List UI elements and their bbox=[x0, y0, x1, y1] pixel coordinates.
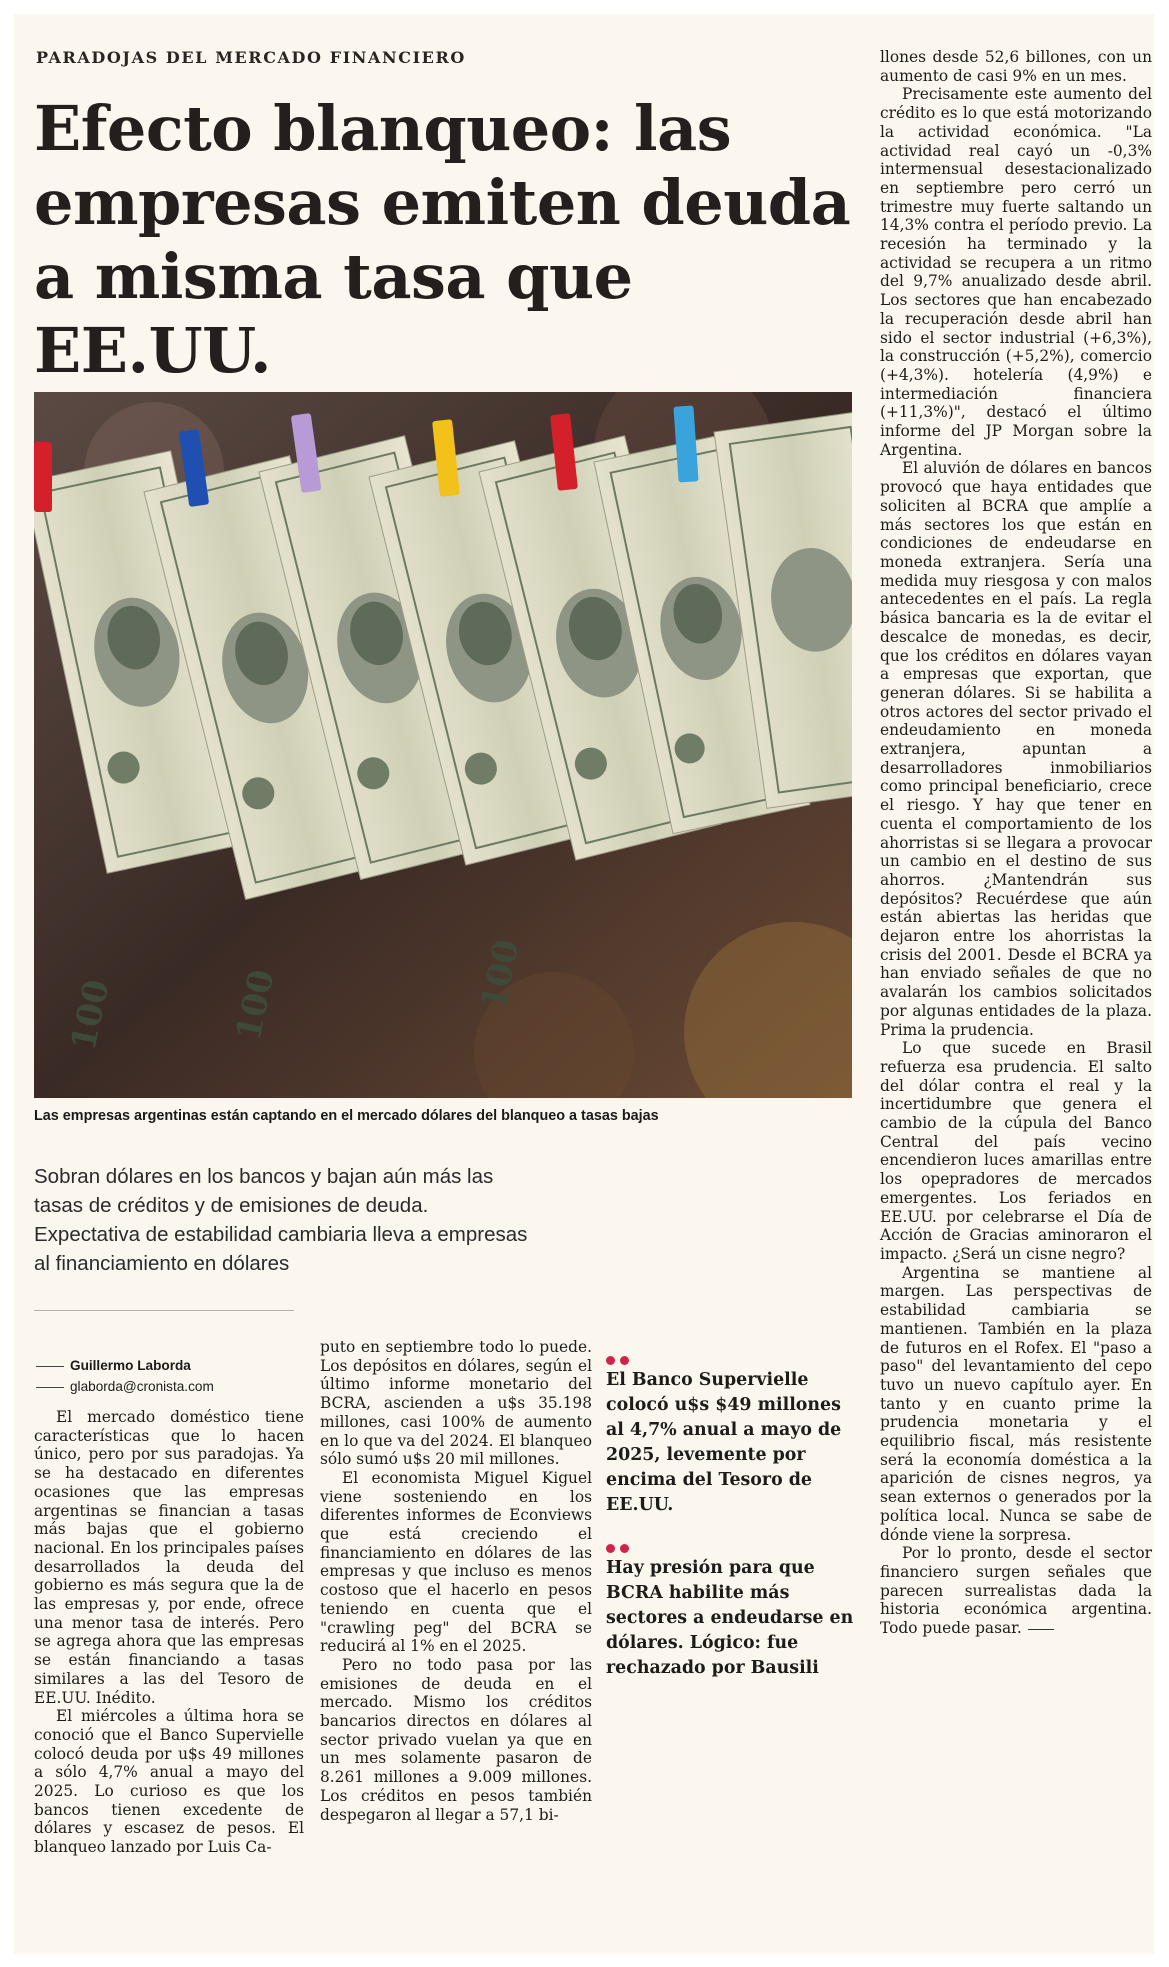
body-column-3 bbox=[880, 48, 1152, 1638]
divider bbox=[34, 1310, 294, 1311]
pullquote: Hay presión para que BCRA habilite más sectores a endeudarse en dólares. Lógico: fue rechazado por Bausili bbox=[606, 1558, 854, 1678]
banknote-denomination: 100 bbox=[473, 936, 528, 1014]
author-email[interactable]: glaborda@cronista.com bbox=[70, 1379, 214, 1394]
body-paragraph: El miércoles a última hora se conoció que el Banco Supervielle colocó deuda por u$s 49 millones a sólo 4,7% anual a mayo del 2025. Lo curioso es que los bancos tienen excedente de dólares y escasez de pesos. El blanqueo lanzado por Luis Ca- bbox=[34, 1707, 304, 1857]
bullet-dot-icon bbox=[606, 1356, 615, 1365]
bullet-dot-icon bbox=[606, 1544, 615, 1553]
pullquote: El Banco Supervielle colocó u$s $49 millones al 4,7% anual a mayo de 2025, levemente por encima del Tesoro de EE.UU. bbox=[606, 1370, 842, 1515]
body-column-2 bbox=[320, 1338, 592, 1824]
body-paragraph: Pero no todo pasa por las emisiones de deuda en el mercado. Mismo los créditos bancarios directos en dólares al sector privado vuelan ya que en un mes solamente pasaron de 8.261 millones a 9.009 millones. Los créditos en pesos también despegaron al llegar a 57,1 bi- bbox=[320, 1655, 592, 1824]
bullet-dot-icon bbox=[620, 1544, 629, 1553]
newspaper-page bbox=[14, 14, 1154, 1954]
section-label: PARADOJAS DEL MERCADO FINANCIERO bbox=[36, 48, 466, 67]
closing-text: Por lo pronto, desde el sector financiero surgen señales que parecen surrealistas dada la historia económica argentina. Todo puede pasar. bbox=[880, 1544, 1152, 1638]
email-rule bbox=[36, 1387, 64, 1388]
article-photo bbox=[34, 392, 852, 1098]
author-name: Guillermo Laborda bbox=[70, 1358, 191, 1373]
body-paragraph: Precisamente este aumento del crédito es lo que está motorizando la actividad económica. "La actividad real cayó un -0,3% intermensual desestacionalizado en septiembre pero cerró un trimestre muy fuerte saltando un 14,3% contra el período previo. La recesión ha terminado y la actividad se recupera a un ritmo del 9,7% anualizado desde abril. Los sectores que han encabezado la recuperación desde abril han sido el sector industrial (+6,3%), la construcción (+5,2%), comercio (+4,3%). hotelería (4,9%) e intermediación financiera (+11,3%)", destacó el último informe del JP Morgan sobre la Argentina. bbox=[880, 85, 1152, 459]
byline-rule bbox=[36, 1366, 64, 1367]
body-paragraph: El mercado doméstico tiene características que lo hacen único, pero por sus paradojas. Ya se ha destacado en diferentes ocasiones que las empresas argentinas se financian a tasas más bajas que el gobierno nacional. En los principales países desarrollados la deuda del gobierno es más segura que la de las empresas y, por ende, ofrece una menor tasa de interés. Pero se agrega ahora que las empresas se están financiando a tasas similares a las del Tesoro de EE.UU. Inédito. bbox=[34, 1408, 304, 1707]
body-paragraph: llones desde 52,6 billones, con un aumento de casi 9% en un mes. bbox=[880, 48, 1152, 85]
body-paragraph: Lo que sucede en Brasil refuerza esa prudencia. El salto del dólar contra el real y la incertidumbre que genera el cambio de la cúpula del Banco Central del país vecino encendieron luces amarillas entre los opepradores de mercados emergentes. Los feriados en EE.UU. por celebrarse el Día de Acción de Gracias aminoraron el impacto. ¿Será un cisne negro? bbox=[880, 1039, 1152, 1263]
body-paragraph: puto en septiembre todo lo puede. Los depósitos en dólares, según el último informe monetario del BCRA, ascienden a u$s 35.198 millones, casi 100% de aumento en lo que va del 2024. El blanqueo sólo sumó u$s 20 mil millones. bbox=[320, 1338, 592, 1469]
headline: Efecto blanqueo: las empresas emiten deuda a misma tasa que EE.UU. bbox=[34, 92, 851, 387]
body-paragraph: El aluvión de dólares en bancos provocó que haya entidades que soliciten al BCRA que amplíe a más sectores los que están en condiciones de endeudarse en moneda extranjera. Sería una medida muy riesgosa y con malos antecedentes en el país. La regla básica bancaria es la de evitar el descalce de monedas, es decir, que los créditos en dólares vayan a empresas que exportan, que generan dólares. Si se habilita a otros actores del sector privado el endeudamiento en moneda extranjera, apuntan a desarrolladores inmobiliarios como principal beneficiario, crece el riesgo. Y hay que tener en cuenta el comportamiento de los ahorristas si se llegara a provocar un cambio en el destino de sus ahorros. ¿Mantendrán sus depósitos? Recuérdese que aún están abiertas las heridas que dejaron entre los ahorristas la crisis del 2001. Desde el BCRA ya han enviado señales de que no avalarán los cambios solicitados por algunas entidades de la plaza. Prima la prudencia. bbox=[880, 459, 1152, 1039]
clothespin-red bbox=[34, 442, 52, 512]
banknotes-on-clothesline-illustration bbox=[34, 392, 852, 1098]
photo-caption: Las empresas argentinas están captando en el mercado dólares del blanqueo a tasas bajas bbox=[34, 1108, 659, 1124]
bullet-dot-icon bbox=[620, 1356, 629, 1365]
body-paragraph bbox=[880, 1544, 1152, 1638]
body-paragraph: El economista Miguel Kiguel viene sosteniendo en los diferentes informes de Econviews que está creciendo el financiamiento en dólares de las empresas y que incluso es menos costoso que el hacerlo en pesos teniendo en cuenta que el "crawling peg" del BCRA se reducirá al 1% en el 2025. bbox=[320, 1468, 592, 1656]
end-mark bbox=[1028, 1629, 1054, 1630]
lead-paragraph: Sobran dólares en los bancos y bajan aún más las tasas de créditos y de emisiones de deuda. Expectativa de estabilidad cambiaria lleva a empresas al financiamiento en dólares bbox=[34, 1165, 528, 1275]
banknote-denomination: 100 bbox=[63, 976, 118, 1054]
banknote-denomination: 100 bbox=[228, 966, 283, 1044]
body-column-1 bbox=[34, 1408, 304, 1857]
body-paragraph: Argentina se mantiene al margen. Las perspectivas de estabilidad cambiaria se mantienen. También en la plaza de futuros en el Rofex. El "paso a paso" del levantamiento del cepo tuvo un nuevo capítulo ayer. En tanto y en cuanto prime la prudencia monetaria y el equilibrio fiscal, más resistente será la economía doméstica a la aparición de cisnes negros, ya sean externos o generados por la política local. Nunca se sabe de dónde viene la sorpresa. bbox=[880, 1263, 1152, 1544]
